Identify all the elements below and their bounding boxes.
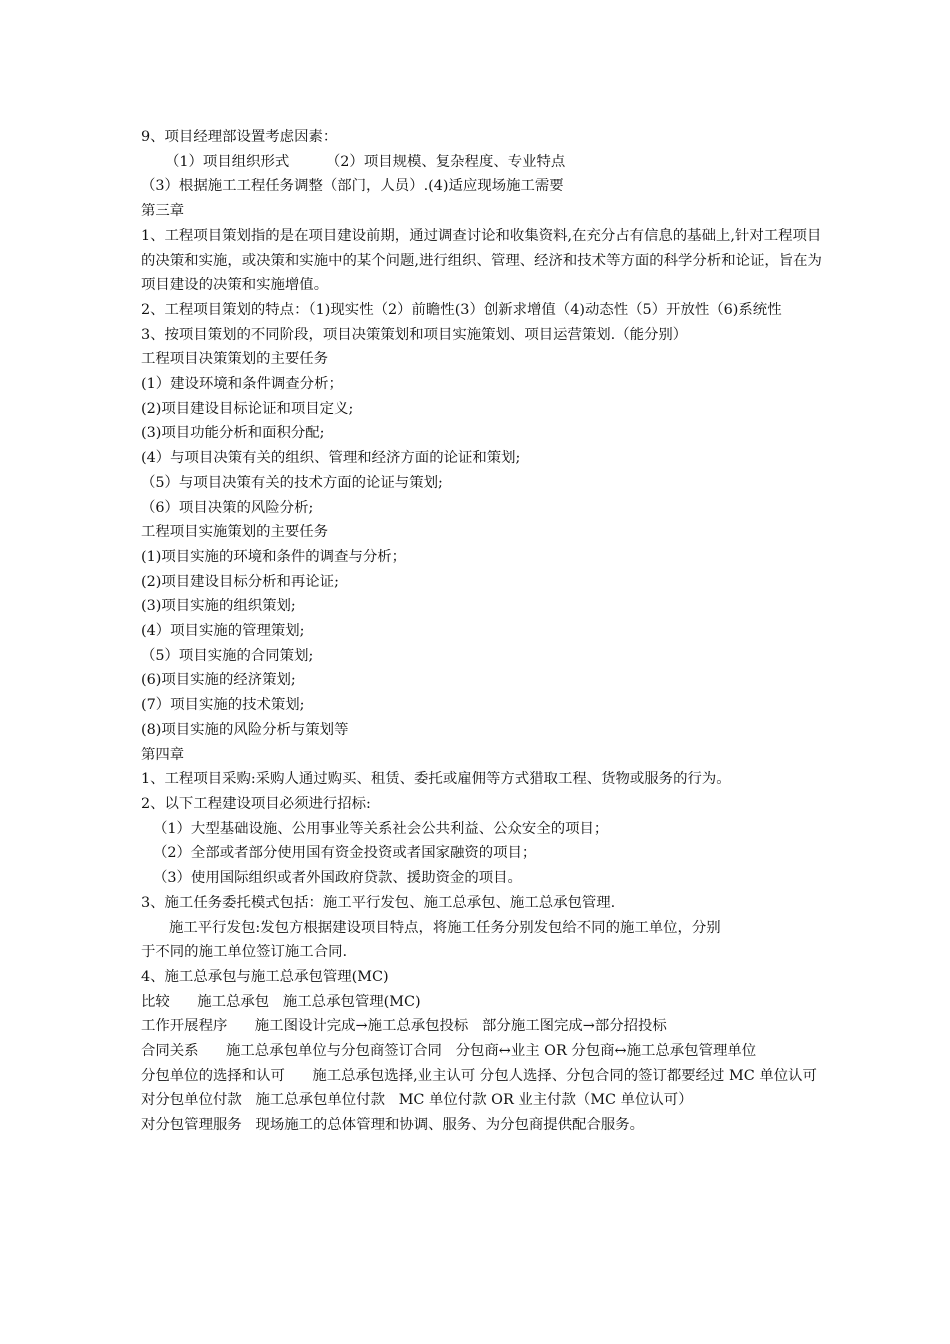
text-line: (4）项目实施的管理策划; [141,623,305,640]
text-line: 工程项目实施策划的主要任务 [141,524,329,541]
text-line: 对分包管理服务 现场施工的总体管理和协调、服务、为分包商提供配合服务。 [141,1117,645,1134]
text-line: （1）大型基础设施、公用事业等关系社会公共利益、公众安全的项目； [153,820,609,837]
text-line: 4、施工总承包与施工总承包管理(MC) [141,968,389,985]
text-line: （2）全部或者部分使用国有资金投资或者国家融资的项目； [153,845,537,862]
text-line: 2、工程项目策划的特点：（1)现实性（2）前瞻性(3）创新求增值（4)动态性（5）开放性（6)系统性 [141,301,782,318]
text-line: (3)项目功能分析和面积分配; [141,425,325,442]
text-line: （5）项目实施的合同策划; [141,647,314,664]
text-line: (2)项目建设目标论证和项目定义; [141,400,354,417]
text-line: （5）与项目决策有关的技术方面的论证与策划; [141,474,443,491]
text-line: 3、施工任务委托模式包括：施工平行发包、施工总承包、施工总承包管理. [141,894,616,911]
text-line: 工程项目决策策划的主要任务 [141,351,329,368]
text-line: (1)项目实施的环境和条件的调查与分析； [141,548,407,565]
text-line: (2)项目建设目标分析和再论证; [141,573,339,590]
text-line: (7）项目实施的技术策划; [141,697,305,714]
text-line: (4）与项目决策有关的组织、管理和经济方面的论证和策划; [141,450,521,467]
text-line: 于不同的施工单位签订施工合同. [141,944,348,961]
text-line: （6）项目决策的风险分析; [141,499,314,516]
text-line: (8)项目实施的风险分析与策划等 [141,721,349,738]
text-line: 对分包单位付款 施工总承包单位付款 MC 单位付款 OR 业主付款（MC 单位认可） [141,1092,693,1109]
text-line: （1）项目组织形式 （2）项目规模、复杂程度、专业特点 [165,153,566,170]
text-line: 1、工程项目采购:采购人通过购买、租赁、委托或雇佣等方式猎取工程、货物或服务的行为。 [141,771,731,788]
text-line: 分包单位的选择和认可 施工总承包选择,业主认可 分包人选择、分包合同的签订都要经过 MC 单位认可 [141,1067,817,1084]
text-line: （3）使用国际组织或者外国政府贷款、援助资金的项目。 [153,870,522,887]
document-body [141,125,831,1138]
text-line: 施工平行发包:发包方根据建设项目特点，将施工任务分别发包给不同的施工单位，分别 [169,919,721,936]
text-line: 3、按项目策划的不同阶段，项目决策策划和项目实施策划、项目运营策划.（能分别） [141,326,688,343]
text-line: 9、项目经理部设置考虑因素： [141,129,338,145]
text-line: 2、以下工程建设项目必须进行招标: [141,795,371,812]
text-line: 1、工程项目策划指的是在项目建设前期，通过调查讨论和收集资料,在充分占有信息的基础上,针对工程项目的决策和实施，或决策和实施中的某个问题,进行组织、管理、经济和技术等方面的科学分析和论证，旨在为项目建设的决策和实施增值。 [141,227,822,294]
text-line: (1）建设环境和条件调查分析； [141,376,343,393]
text-line: （3）根据施工工程任务调整（部门，人员）.(4)适应现场施工需要 [141,178,564,195]
text-line: 工作开展程序 施工图设计完成→施工总承包投标 部分施工图完成→部分招投标 [141,1018,667,1035]
text-line: 比较 施工总承包 施工总承包管理(MC) [141,993,421,1010]
text-line: 第三章 [141,203,185,220]
text-line: (3)项目实施的组织策划; [141,598,296,615]
text-line: 第四章 [141,746,185,763]
text-line: 合同关系 施工总承包单位与分包商签订合同 分包商↔业主 OR 分包商↔施工总承包管理单位 [141,1043,757,1060]
text-line: (6)项目实施的经济策划; [141,672,296,689]
